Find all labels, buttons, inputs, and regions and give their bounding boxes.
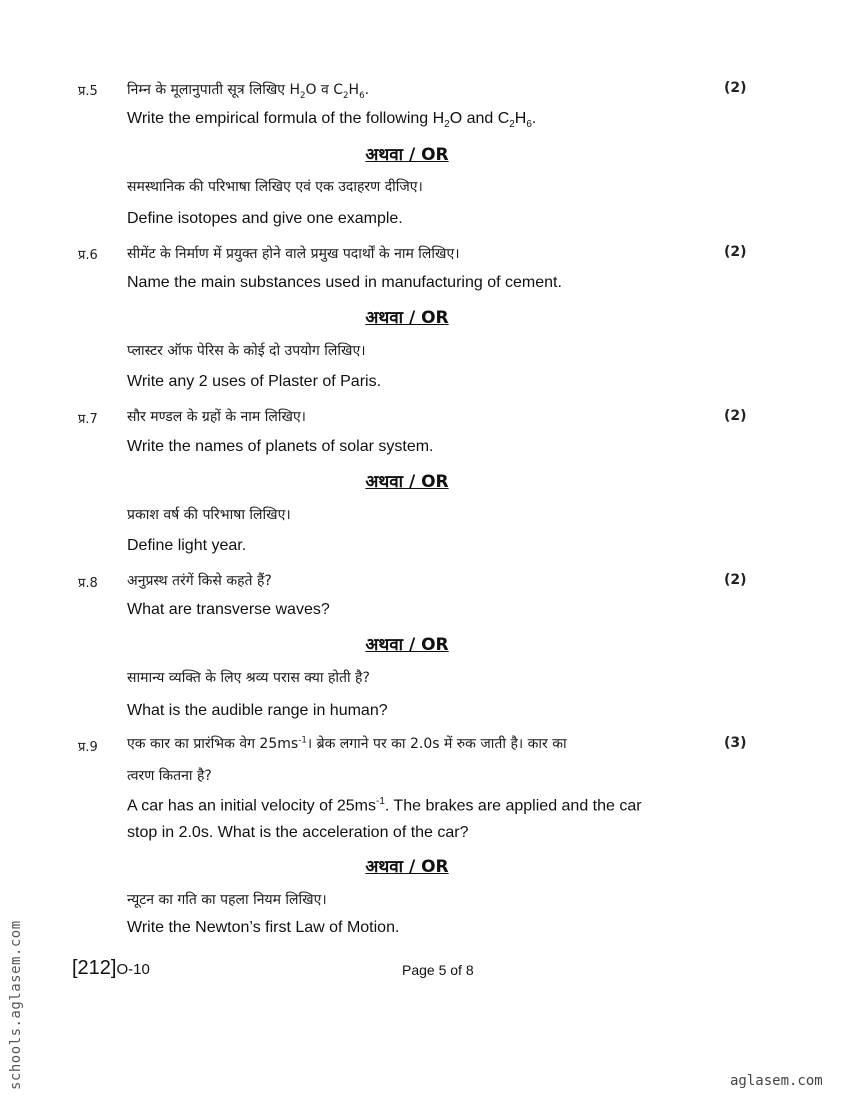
question-8-hindi: अनुप्रस्थ तरंगें किसे कहते हैं? <box>127 573 272 589</box>
question-marks-8: (2) <box>724 572 747 588</box>
question-8-or-hindi: सामान्य व्यक्ति के लिए श्रव्य परास क्या होती है? <box>127 670 370 686</box>
question-number-7: प्र.7 <box>78 412 98 427</box>
question-9-english-line-2: stop in 2.0s. What is the acceleration of the car? <box>127 824 469 841</box>
or-separator: अथवा / OR <box>365 145 449 165</box>
question-6-hindi: सीमेंट के निर्माण में प्रयुक्त होने वाले प्रमुख पदार्थों के नाम लिखिए। <box>127 246 460 262</box>
question-8-english: What are transverse waves? <box>127 601 330 618</box>
question-7-english: Write the names of planets of solar system. <box>127 438 434 455</box>
paper-code: [212]O-10 <box>72 957 150 979</box>
question-number-5: प्र.5 <box>78 84 98 99</box>
question-9-english-line-1: A car has an initial velocity of $25ms^{-1}$. The brakes are applied and the car <box>127 796 642 815</box>
question-number-8: प्र.8 <box>78 576 98 591</box>
side-watermark: schools.aglasem.com <box>8 920 24 1090</box>
bottom-watermark: aglasem.com <box>730 1073 823 1089</box>
question-5-hindi: निम्न के मूलानुपाती सूत्र लिखिए $H_2O$ व $C_2H_6$. <box>127 82 370 101</box>
question-7-hindi: सौर मण्डल के ग्रहों के नाम लिखिए। <box>127 409 306 425</box>
page-number: Page 5 of 8 <box>402 962 474 978</box>
question-marks-5: (2) <box>724 80 747 96</box>
question-9-or-hindi: न्यूटन का गति का पहला नियम लिखिए। <box>127 892 327 908</box>
question-6-or-english: Write any 2 uses of Plaster of Paris. <box>127 373 382 390</box>
question-5-or-english: Define isotopes and give one example. <box>127 210 403 227</box>
question-7-or-english: Define light year. <box>127 537 247 554</box>
question-number-6: प्र.6 <box>78 248 98 263</box>
question-5-or-hindi: समस्थानिक की परिभाषा लिखिए एवं एक उदाहरण दीजिए। <box>127 179 423 195</box>
or-separator: अथवा / OR <box>365 857 449 877</box>
question-6-or-hindi: प्लास्टर ऑफ पेरिस के कोई दो उपयोग लिखिए। <box>127 343 366 359</box>
question-marks-7: (2) <box>724 408 747 424</box>
question-9-or-english: Write the Newton’s first Law of Motion. <box>127 919 400 936</box>
question-6-english: Name the main substances used in manufacturing of cement. <box>127 274 562 291</box>
question-7-or-hindi: प्रकाश वर्ष की परिभाषा लिखिए। <box>127 507 291 523</box>
question-marks-6: (2) <box>724 244 747 260</box>
or-separator: अथवा / OR <box>365 308 449 328</box>
question-number-9: प्र.9 <box>78 740 98 755</box>
question-marks-9: (3) <box>724 735 747 751</box>
question-9-hindi-line-1: एक कार का प्रारंभिक वेग $25ms^{-1}।$ ब्रेक लगाने पर का 2.0s में रुक जाती है। कार का <box>127 735 567 752</box>
question-9-hindi-line-2: त्वरण कितना है? <box>127 768 212 784</box>
or-separator: अथवा / OR <box>365 635 449 655</box>
question-5-english: Write the empirical formula of the following $H_2O$ and $C_2H_6$. <box>127 110 537 131</box>
or-separator: अथवा / OR <box>365 472 449 492</box>
question-8-or-english: What is the audible range in human? <box>127 702 388 719</box>
